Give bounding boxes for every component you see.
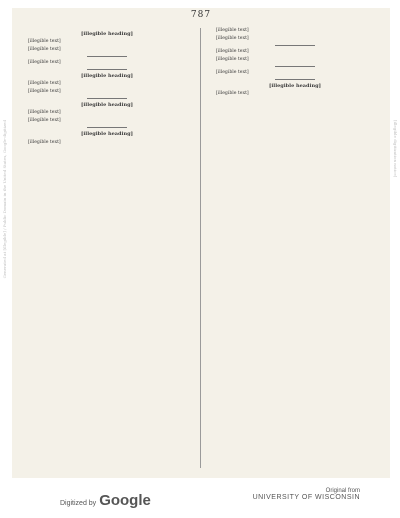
scanned-page [12, 8, 390, 478]
paragraph: [illegible text] [216, 91, 249, 97]
right-margin-note: [illegible digitization notice] [393, 120, 398, 178]
paragraph: [illegible text] [216, 36, 249, 42]
institution-name: UNIVERSITY OF WISCONSIN [252, 494, 360, 501]
section-title: [illegible heading] [81, 102, 133, 109]
paragraph: [illegible text] [28, 81, 61, 87]
section-rule [87, 56, 127, 57]
paragraph: [illegible text] [28, 89, 61, 95]
section-rule [87, 69, 127, 70]
section-rule [87, 98, 127, 99]
section-title: [illegible heading] [81, 131, 133, 138]
paragraph: [illegible text] [28, 47, 61, 53]
original-from-label: Original from [325, 488, 360, 494]
paragraph: [illegible text] [28, 39, 61, 45]
paragraph: [illegible text] [216, 49, 249, 55]
footer [0, 482, 400, 518]
digitized-by-google [60, 492, 151, 509]
paragraph: [illegible text] [28, 139, 61, 145]
paragraph: [illegible text] [216, 57, 249, 63]
section-rule [87, 127, 127, 128]
section-rule [275, 79, 315, 80]
paragraph: [illegible text] [216, 28, 249, 33]
page-number-text: 787 [190, 10, 212, 20]
section-rule [275, 66, 315, 67]
left-column [22, 28, 192, 148]
page-number [12, 10, 390, 20]
left-margin-note: Generated at [illegible] / Public Domain in the United States, Google-digitized [2, 120, 7, 279]
section-title: [illegible heading] [81, 31, 133, 37]
right-column [210, 28, 380, 99]
google-logo: Google [99, 492, 151, 509]
original-from [253, 488, 360, 501]
column-divider [200, 28, 201, 468]
paragraph: [illegible text] [216, 70, 249, 76]
section-title: [illegible heading] [81, 73, 133, 80]
section-title: [illegible heading] [269, 83, 321, 90]
digitized-by-label: Digitized by [60, 500, 97, 507]
paragraph: [illegible text] [28, 118, 61, 124]
paragraph: [illegible text] [28, 110, 61, 116]
paragraph: [illegible text] [28, 60, 61, 66]
section-rule [275, 45, 315, 46]
